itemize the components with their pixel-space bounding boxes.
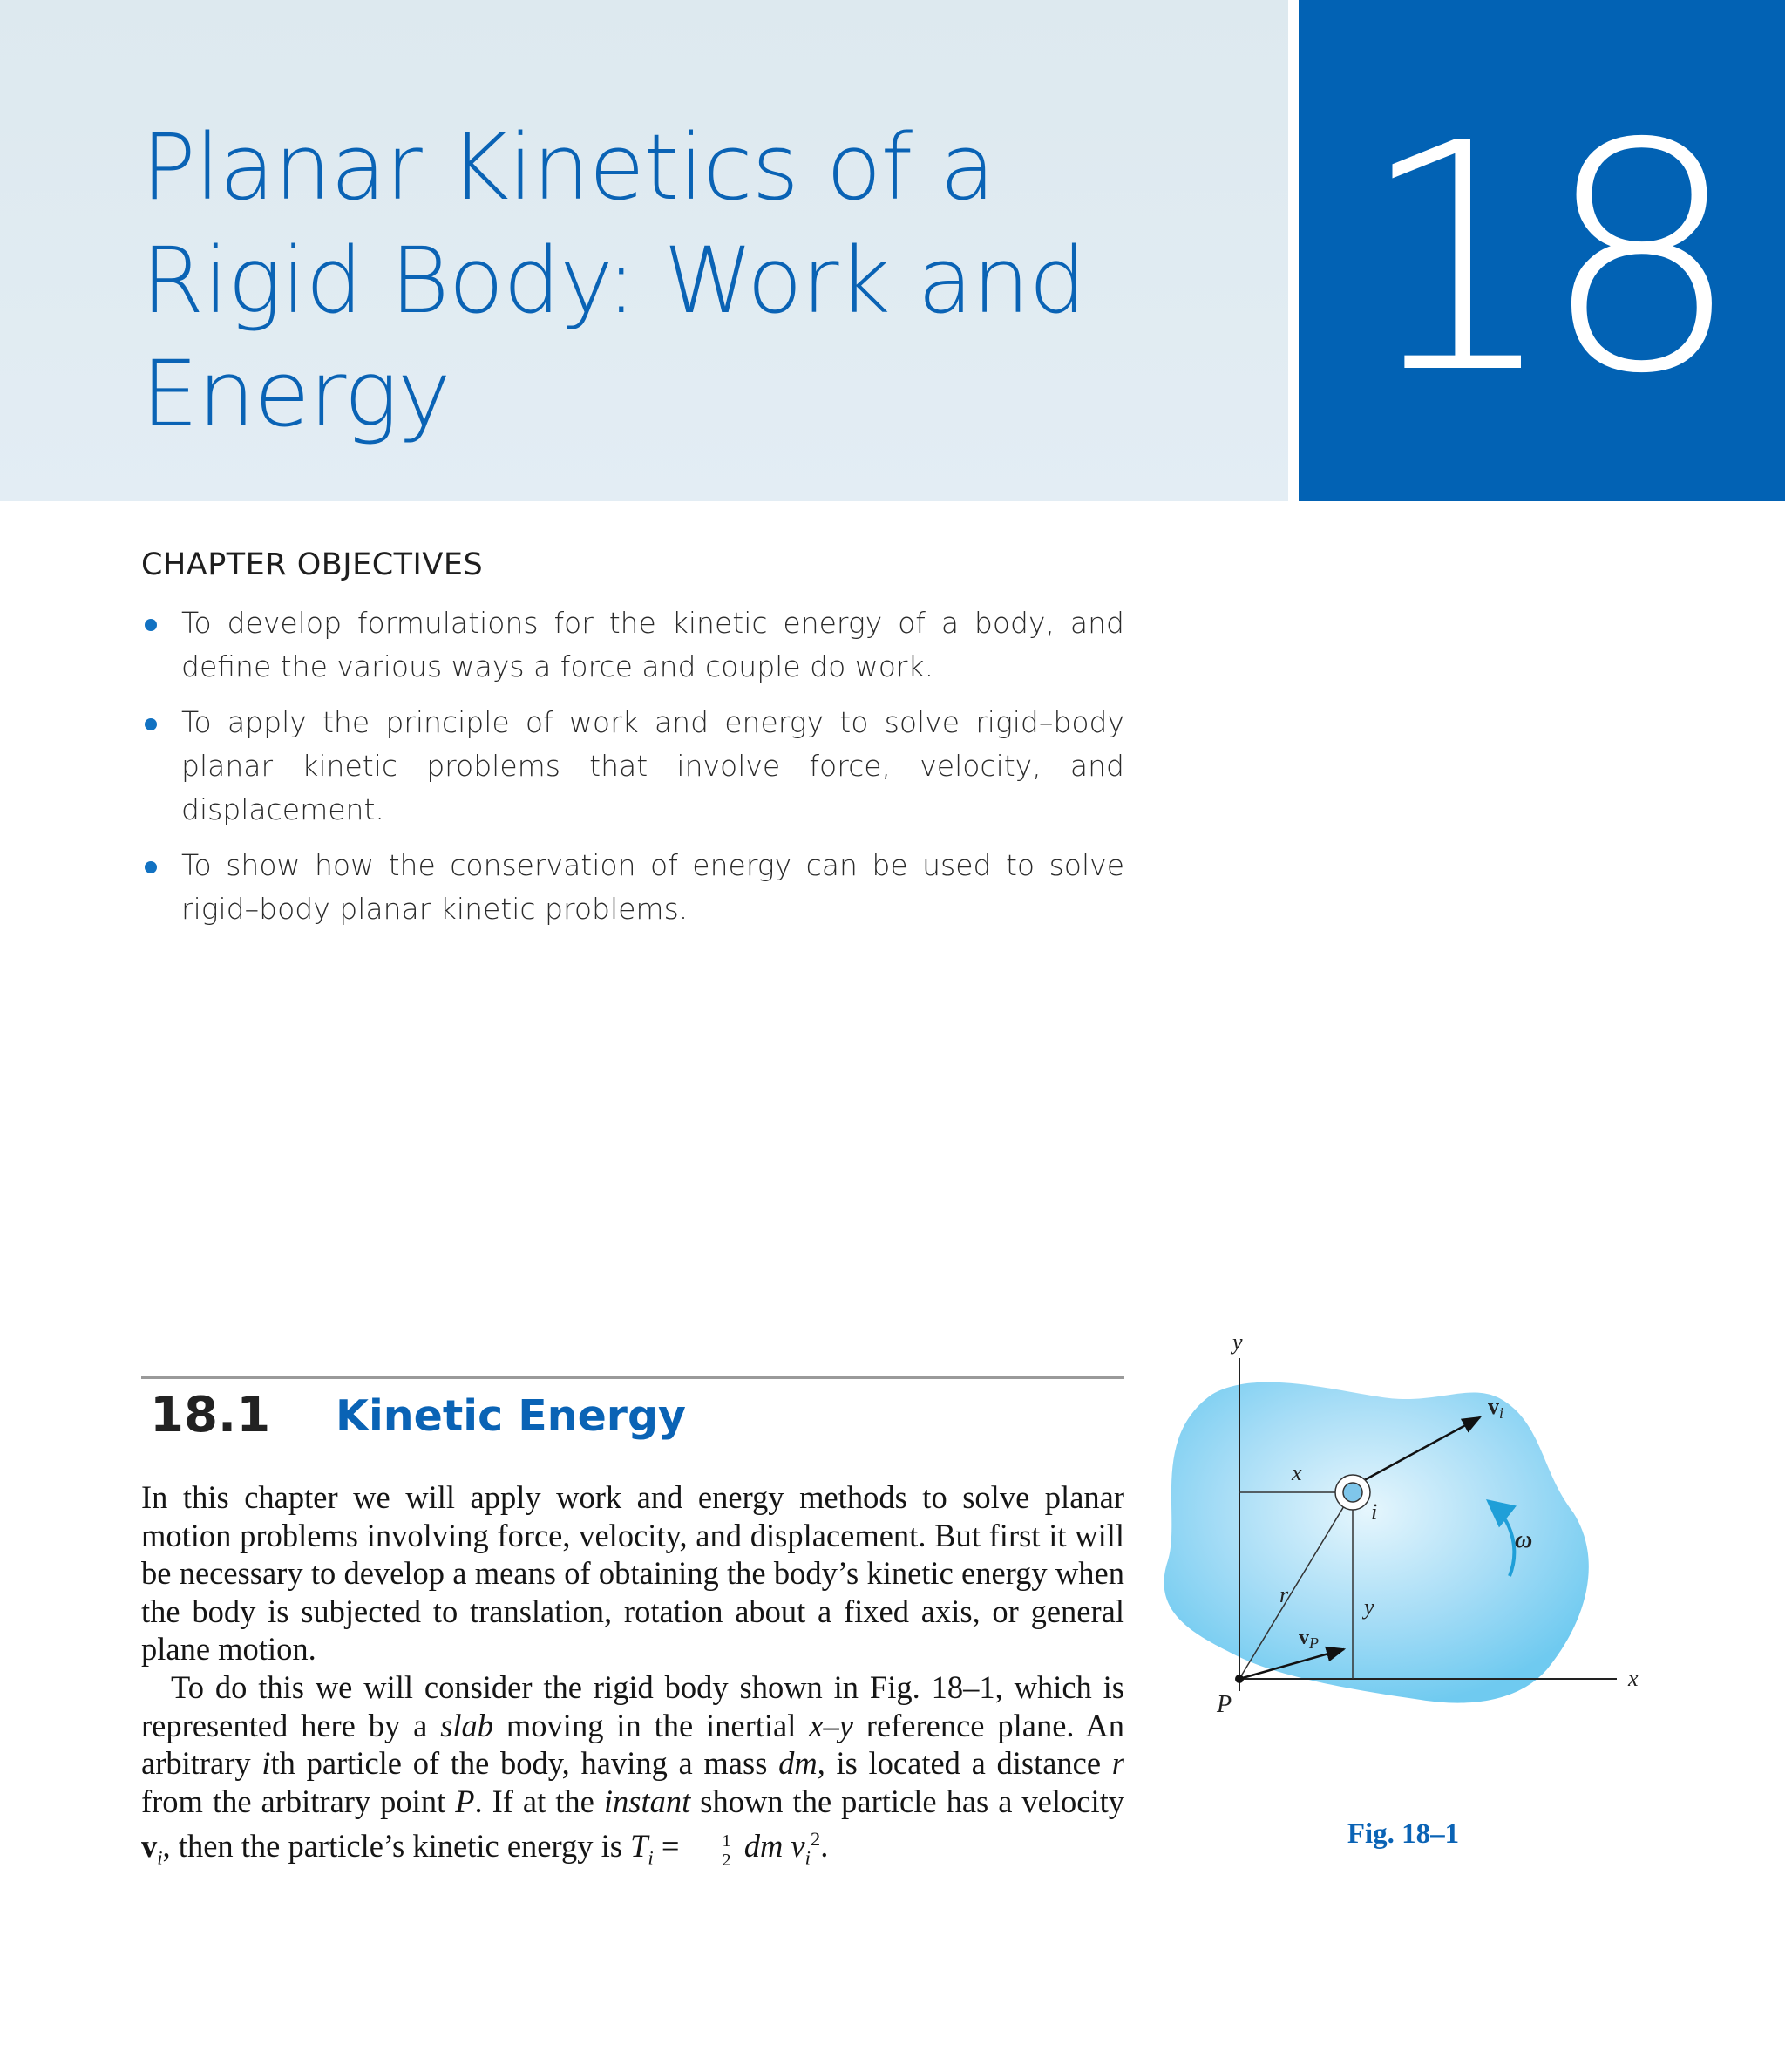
chapter-header-band xyxy=(0,0,1288,501)
text-run: i xyxy=(261,1745,271,1782)
rigid-body-figure xyxy=(1150,1325,1656,1718)
x-dimension-label: x xyxy=(1292,1460,1302,1485)
text-run: slab xyxy=(440,1707,494,1743)
text-run: , is located a distance xyxy=(817,1745,1112,1782)
text-run: i xyxy=(648,1846,654,1869)
fraction xyxy=(691,1832,733,1868)
chapter-title-line-1: Planar Kinetics of a xyxy=(141,114,994,221)
text-run: i xyxy=(157,1846,163,1869)
chapter-title-line-2: Rigid Body: Work and xyxy=(141,228,1086,334)
text-run: dm xyxy=(778,1745,818,1782)
section-divider xyxy=(141,1376,1124,1379)
section-title: Kinetic Energy xyxy=(336,1391,686,1441)
text-run: , then the particle’s kinetic energy is xyxy=(162,1828,631,1865)
bullet-icon xyxy=(145,861,157,873)
r-label: r xyxy=(1279,1582,1289,1607)
fraction-denominator: 2 xyxy=(722,1850,731,1870)
text-run: . If at the xyxy=(474,1783,604,1819)
paragraph-1: In this chapter we will apply work and energy methods to solve planar motion problems involving force, velocity, and displacement. But first it will be necessary to develop a means of obtaining the body’s kinetic energy when the body is subjected to translation, rotation about a fixed axis, or general plane motion. xyxy=(141,1479,1124,1668)
vi-label xyxy=(1488,1394,1503,1422)
objectives-heading: CHAPTER OBJECTIVES xyxy=(141,547,484,582)
objective-text: To show how the conservation of energy can be used to solve rigid–body planar kinetic problems. xyxy=(181,848,1124,926)
objective-text: To develop formulations for the kinetic energy of a body, and define the various ways a force and couple do work. xyxy=(181,606,1124,683)
section-number: 18.1 xyxy=(150,1387,271,1444)
text-run: = xyxy=(653,1828,688,1865)
text-run: . xyxy=(820,1828,829,1865)
objective-item xyxy=(141,701,1124,832)
text-run: v xyxy=(141,1828,158,1865)
vp-subscript: P xyxy=(1309,1634,1319,1652)
chapter-number-box xyxy=(1299,0,1785,501)
text-run: 2 xyxy=(810,1828,821,1851)
particle-i-label: i xyxy=(1371,1499,1378,1525)
body-text xyxy=(141,1478,1124,1877)
chapter-title-line-3: Energy xyxy=(141,341,451,447)
text-run: T xyxy=(630,1828,648,1865)
text-run: th particle of the body, having a mass xyxy=(270,1745,779,1782)
text-run: r xyxy=(1111,1745,1124,1782)
text-run: shown the particle has a velocity xyxy=(690,1783,1124,1819)
text-run: dm v xyxy=(736,1828,805,1865)
paragraph-2 xyxy=(141,1668,1124,1877)
text-run: To do this we will consider the rigid body shown in Fig. 18–1, which is represented here by a xyxy=(141,1668,1124,1743)
vi-subscript: i xyxy=(1499,1404,1504,1422)
objectives-list xyxy=(141,601,1124,943)
text-run: moving in the inertial xyxy=(493,1707,810,1743)
y-axis-label: y xyxy=(1232,1329,1243,1355)
omega-label: ω xyxy=(1515,1526,1533,1553)
text-run: i xyxy=(804,1846,811,1869)
objective-item xyxy=(141,601,1124,689)
text-run: P xyxy=(455,1783,475,1819)
text-run: x–y xyxy=(809,1707,853,1743)
text-run: from the arbitrary point xyxy=(141,1783,456,1819)
text-run: instant xyxy=(603,1783,691,1819)
objective-text: To apply the principle of work and energy to solve rigid–body planar kinetic problems that involve force, velocity, and displacement. xyxy=(181,705,1124,826)
p-label: P xyxy=(1217,1691,1232,1718)
text-run: reference plane. An arbitrary xyxy=(141,1707,1124,1782)
particle-i xyxy=(1343,1483,1362,1502)
vi-letter: v xyxy=(1488,1394,1499,1419)
vp-letter: v xyxy=(1299,1627,1309,1649)
bullet-icon xyxy=(145,718,157,730)
fraction-numerator: 1 xyxy=(691,1832,733,1851)
objective-item xyxy=(141,844,1124,931)
bullet-icon xyxy=(145,619,157,631)
y-dimension-label: y xyxy=(1364,1594,1374,1620)
chapter-number: 18 xyxy=(1357,77,1727,442)
figure-caption: Fig. 18–1 xyxy=(1347,1818,1460,1850)
point-p xyxy=(1235,1675,1244,1683)
x-axis-label: x xyxy=(1628,1666,1639,1691)
